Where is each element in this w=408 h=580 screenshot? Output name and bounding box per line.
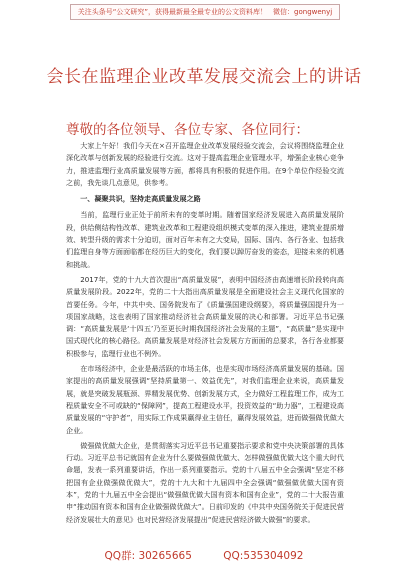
contact-footer [0,548,408,563]
document-title: 会长在监理企业改革发展交流会上的讲话 [46,67,362,87]
qq-number: QQ:535304092 [223,550,304,562]
greeting-line: 尊敬的各位领导、各位专家、各位同行： [66,122,309,138]
paragraph: 在市场经济中，企业是最活跃的市场主体，也是实现市场经济高质量发展的基础。国家提出的高质量发展强调“坚持质量第一、效益优先”，对我们监理企业来说，高质量发展，就是突破发展瓶颈、界精发展优势、创新发展方式，全力做好工程监理工作，成为工程质量安全不可或缺的“保障网”，提高工程建设水平，投资效益的“助力器”，工程建设高质量发展的“守护者”，用实际工作成果赢得业主信任，赢得发展效益，进而做强做优做大企业。 [66,364,344,435]
paragraph: 做强做优做大企业，是贯彻落实习近平总书记重要指示要求和党中央决策部署的具体行动。习近平总书记就国有企业为什么要做强做优做大、怎样做强做优做大这个重大时代命题，发表一系列重要讲话，作出一系列重要指示。党的十八届五中全会强调“坚定不移把国有企业做强做优做大”，党的十九大和十九届四中全会强调“做强做优做大国有资本”，党的十九届五中全会提出“做强做优做大国有资本和国有企业”，党的二十大报告重申“推动国有资本和国有企业做强做优做大”。日前印发的《中共中央国务院关于促进民营经济发展壮大的意见》也对民营经济发展提出“促进民营经济做大做强”的要求。 [66,440,344,524]
document-body [66,140,344,526]
paragraph: 2017年，党的十九大首次提出“高质量发展”，表明中国经济由高速增长阶段转向高质量发展阶段。2022年，党的二十大指出高质量发展是全面建设社会主义现代化国家的首要任务。今年，中共中央、国务院发布了《质量强国建设纲要》，将质量强国提升为一项国家战略，这也表明了国家推动经济社会高质量发展的决心和部署。习近平总书记强调：“高质量发展是‘十四五’乃至更长时期我国经济社会发展的主题”，“高质量”是实现中国式现代化的核心路径。高质量发展是对经济社会发展方方面面的总要求，各行各业都要积极参与，监理行业也不例外。 [66,274,344,358]
section-heading: 一、凝聚共识，坚持走高质量发展之路 [80,194,201,204]
qq-group-number: QQ群: 30265665 [104,550,192,562]
promo-banner-wechat: 微信：gongwenyj [273,8,333,16]
paragraph: 大家上午好！我们今天在×召开监理企业改革发展经验交流会，会议将围绕监理企业深化改革与创新发展的经验进行交流。这对于提高监理企业管理水平，增强企业核心竞争力，推进监理行业高质量发展等方面，都将具有积极的促进作用。在9个单位作经验交流之前，我先谈几点意见，供参考。 [66,141,344,187]
promo-banner [70,4,340,20]
promo-banner-text: 关注头条号“公文研究”，获得最新最全最专业的公文资料库！ [77,8,268,16]
paragraph: 当前，监理行业正处于前所未有的变革时期。随着国家经济发展进入高质量发展阶段，供给侧结构性改革、建筑业改革和工程建设组织模式变革的深入推进，建筑业提质增效、转型升级的需求十分迫切，面对百年未有之大变局，国际、国内、各行各业、包括我们监理自身等方面面临都在经历巨大的变化，我们要以踔厉奋发的姿态，迎接未来的机遇和挑战。 [66,210,344,269]
